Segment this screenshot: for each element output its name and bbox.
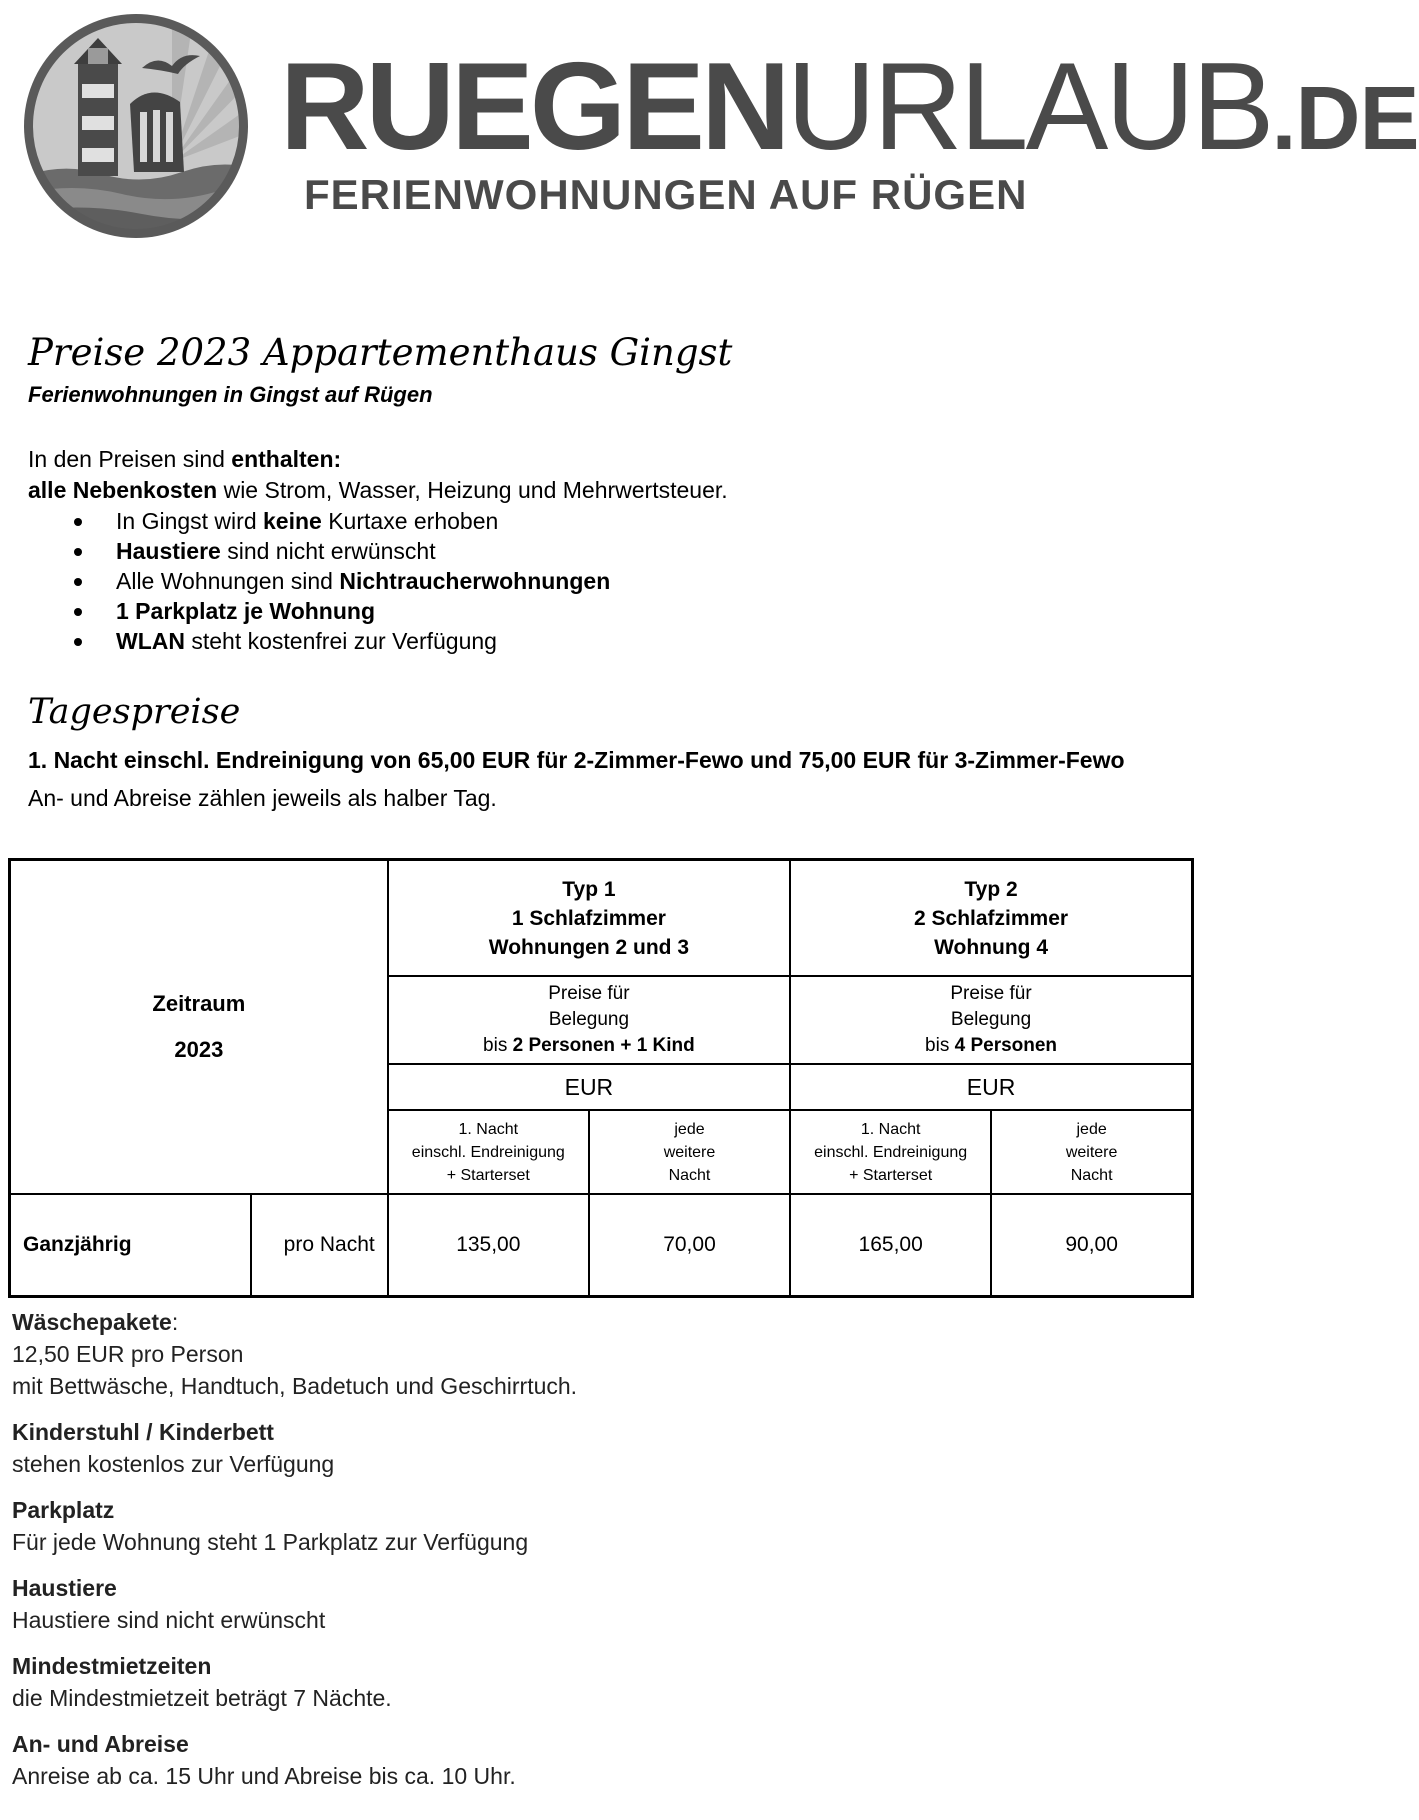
info-text: Für jede Wohnung steht 1 Parkplatz zur Verfügung bbox=[12, 1529, 529, 1555]
info-text: Haustiere sind nicht erwünscht bbox=[12, 1607, 326, 1633]
bullet-icon bbox=[74, 638, 82, 646]
list-item bbox=[74, 536, 1188, 566]
info-text: die Mindestmietzeit beträgt 7 Nächte. bbox=[12, 1685, 392, 1711]
type1-header bbox=[388, 860, 790, 977]
table-row bbox=[10, 1194, 1193, 1297]
list-item bbox=[74, 566, 1188, 596]
page-subtitle: Ferienwohnungen in Gingst auf Rügen bbox=[28, 382, 433, 407]
brand-name-light: URLAUB bbox=[786, 38, 1272, 176]
arrival-note: An- und Abreise zählen jeweils als halber Tag. bbox=[28, 785, 497, 811]
type2-name: Typ 2 bbox=[964, 877, 1018, 901]
occupancy-value: 4 Personen bbox=[954, 1035, 1058, 1056]
col-header-text: einschl. Endreinigung bbox=[411, 1143, 565, 1161]
info-heading-suffix: : bbox=[171, 1309, 179, 1335]
brand-name bbox=[280, 38, 1419, 176]
type2-header bbox=[790, 860, 1192, 977]
occupancy-max bbox=[389, 1033, 789, 1059]
occupancy-value: 2 Personen + 1 Kind bbox=[512, 1035, 695, 1056]
col-header-text: jede bbox=[674, 1120, 705, 1138]
intro-line2-bold: alle Nebenkosten bbox=[28, 477, 218, 503]
brand-name-bold: RUEGEN bbox=[280, 38, 787, 176]
type1-bedrooms: 1 Schlafzimmer bbox=[511, 906, 666, 930]
bullet-bold: keine bbox=[263, 508, 322, 534]
info-block-child-equipment bbox=[12, 1416, 1192, 1480]
bullet-text: steht kostenfrei zur Verfügung bbox=[184, 628, 497, 654]
col-header-text: weitere bbox=[663, 1143, 716, 1161]
price-cell: 135,00 bbox=[388, 1194, 589, 1297]
list-item bbox=[74, 506, 1188, 536]
col-first-night bbox=[790, 1110, 991, 1194]
intro-section bbox=[28, 330, 1188, 814]
bullet-text: Kurtaxe erhoben bbox=[321, 508, 499, 534]
occupancy-prefix: bis bbox=[483, 1035, 513, 1056]
col-header-text: einschl. Endreinigung bbox=[814, 1143, 968, 1161]
price-cell: 70,00 bbox=[589, 1194, 790, 1297]
bullet-bold: Haustiere bbox=[116, 538, 221, 564]
info-heading: Kinderstuhl / Kinderbett bbox=[12, 1419, 274, 1445]
info-heading: Mindestmietzeiten bbox=[12, 1653, 212, 1679]
col-next-night bbox=[589, 1110, 790, 1194]
info-heading: Haustiere bbox=[12, 1575, 117, 1601]
list-item bbox=[74, 596, 1188, 626]
col-header-text: 1. Nacht bbox=[860, 1120, 921, 1138]
type1-apartments: Wohnungen 2 und 3 bbox=[488, 935, 690, 959]
type2-occupancy bbox=[790, 976, 1192, 1064]
occupancy-label: Preise für bbox=[548, 983, 630, 1004]
occupancy-label: Belegung bbox=[950, 1009, 1032, 1030]
type2-apartments: Wohnung 4 bbox=[934, 935, 1048, 959]
info-block-parking bbox=[12, 1494, 1192, 1558]
page-title: Preise 2023 Appartementhaus Gingst bbox=[28, 331, 733, 374]
occupancy-max bbox=[791, 1033, 1191, 1059]
info-text: Anreise ab ca. 15 Uhr und Abreise bis ca. 10 Uhr. bbox=[12, 1763, 516, 1789]
bullet-icon bbox=[74, 608, 82, 616]
bullet-bold: 1 Parkplatz je Wohnung bbox=[116, 598, 375, 624]
occupancy-label: Preise für bbox=[950, 983, 1032, 1004]
info-text: mit Bettwäsche, Handtuch, Badetuch und Geschirrtuch. bbox=[12, 1373, 578, 1399]
bullet-icon bbox=[74, 548, 82, 556]
col-header-text: 1. Nacht bbox=[458, 1120, 519, 1138]
intro-line1-text: In den Preisen sind bbox=[28, 446, 232, 472]
bullet-icon bbox=[74, 578, 82, 586]
included-costs-text bbox=[28, 444, 1188, 506]
bullet-icon bbox=[74, 518, 82, 526]
type2-bedrooms: 2 Schlafzimmer bbox=[914, 906, 1069, 930]
unit-label: pro Nacht bbox=[251, 1194, 388, 1297]
price-table bbox=[8, 858, 1194, 1298]
info-heading: Parkplatz bbox=[12, 1497, 115, 1523]
additional-info bbox=[12, 1306, 1192, 1806]
brand-tld: .DE bbox=[1271, 69, 1419, 169]
bullet-text: Alle Wohnungen sind bbox=[116, 568, 340, 594]
col-header-text: Nacht bbox=[668, 1166, 711, 1184]
info-text: stehen kostenlos zur Verfügung bbox=[12, 1451, 335, 1477]
lighthouse-beach-logo-icon bbox=[22, 12, 250, 240]
intro-line2-text: wie Strom, Wasser, Heizung und Mehrwertsteuer. bbox=[217, 477, 728, 503]
price-cell: 90,00 bbox=[991, 1194, 1192, 1297]
info-text: 12,50 EUR pro Person bbox=[12, 1341, 244, 1367]
bullet-text: In Gingst wird bbox=[116, 508, 263, 534]
col-header-text: + Starterset bbox=[446, 1166, 530, 1184]
type1-name: Typ 1 bbox=[562, 877, 616, 901]
occupancy-prefix: bis bbox=[925, 1035, 955, 1056]
info-block-pets bbox=[12, 1572, 1192, 1636]
cleaning-note: 1. Nacht einschl. Endreinigung von 65,00 EUR für 2-Zimmer-Fewo und 75,00 EUR für 3-Zimmer-Fewo bbox=[28, 747, 1125, 773]
col-first-night bbox=[388, 1110, 589, 1194]
info-heading: An- und Abreise bbox=[12, 1731, 189, 1757]
bullet-bold: WLAN bbox=[116, 628, 185, 654]
type1-currency: EUR bbox=[388, 1064, 790, 1110]
col-next-night bbox=[991, 1110, 1192, 1194]
info-heading-text: Wäschepakete bbox=[12, 1309, 172, 1335]
info-heading bbox=[12, 1306, 1192, 1338]
table-header-row bbox=[10, 860, 1193, 977]
type1-occupancy bbox=[388, 976, 790, 1064]
brand-tagline: FERIENWOHNUNGEN AUF RÜGEN bbox=[304, 171, 1028, 218]
info-block-linen bbox=[12, 1306, 1192, 1402]
zeitraum-year: 2023 bbox=[174, 1037, 224, 1062]
info-block-min-stay bbox=[12, 1650, 1192, 1714]
intro-line1-bold: enthalten: bbox=[231, 446, 342, 472]
col-header-text: weitere bbox=[1065, 1143, 1118, 1161]
col-header-text: Nacht bbox=[1070, 1166, 1113, 1184]
price-cell: 165,00 bbox=[790, 1194, 991, 1297]
period-label: Ganzjährig bbox=[10, 1194, 251, 1297]
bullet-text: sind nicht erwünscht bbox=[220, 538, 436, 564]
list-item bbox=[74, 626, 1188, 656]
zeitraum-label: Zeitraum bbox=[152, 991, 246, 1016]
bullet-bold: Nichtraucherwohnungen bbox=[339, 568, 611, 594]
section-title-daily-prices: Tagespreise bbox=[28, 692, 241, 732]
col-header-text: jede bbox=[1076, 1120, 1107, 1138]
col-header-text: + Starterset bbox=[849, 1166, 933, 1184]
info-block-arrival-departure bbox=[12, 1728, 1192, 1792]
site-header bbox=[22, 12, 1419, 242]
zeitraum-header bbox=[10, 860, 388, 1195]
features-list bbox=[28, 506, 1188, 656]
occupancy-label: Belegung bbox=[548, 1009, 630, 1030]
type2-currency: EUR bbox=[790, 1064, 1192, 1110]
